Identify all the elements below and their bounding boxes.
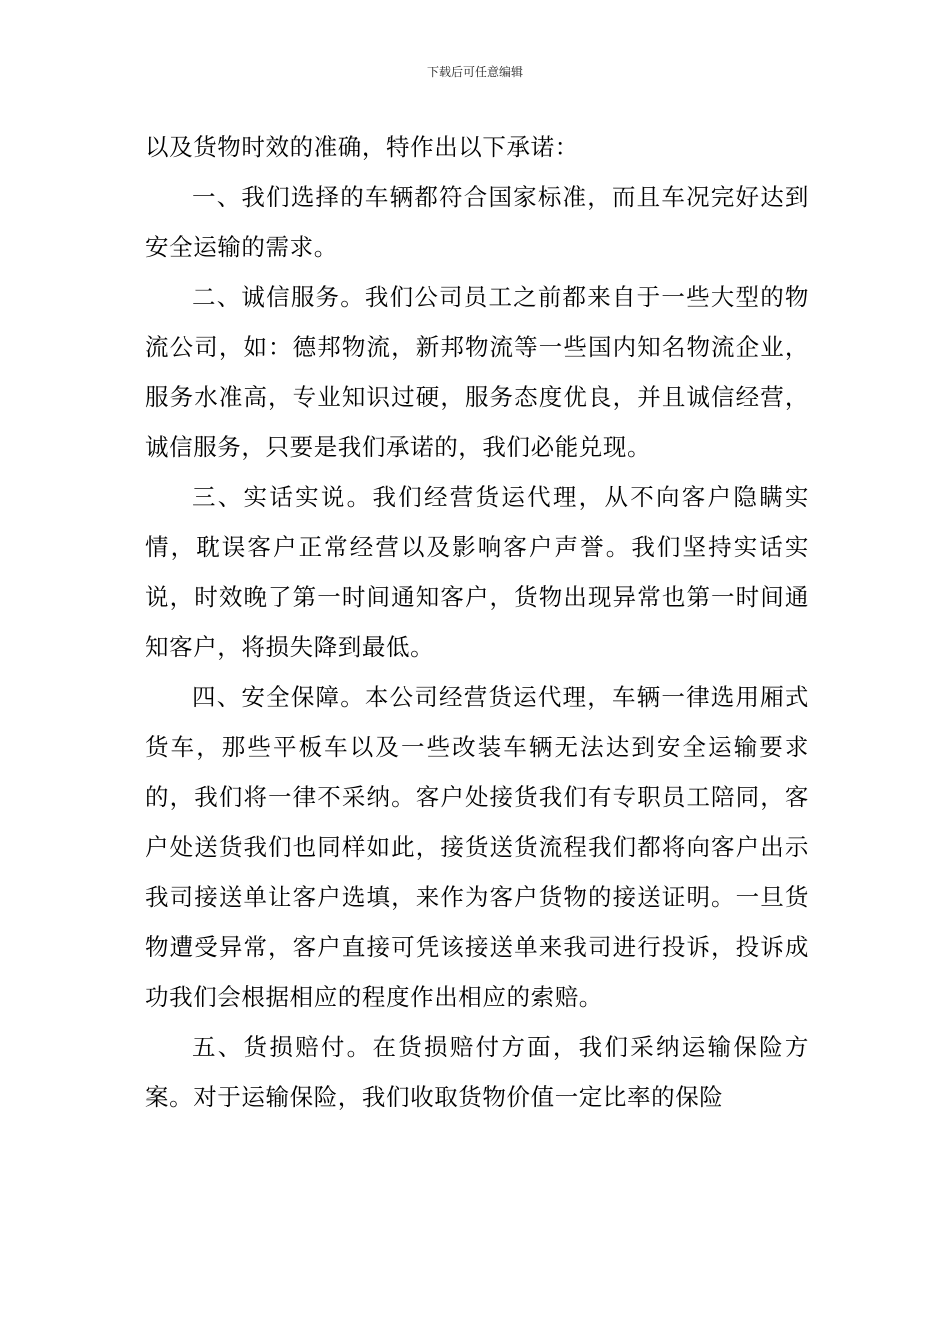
header-note: 下载后可任意编辑 xyxy=(426,65,523,79)
paragraph-intro-continuation: 以及货物时效的准确，特作出以下承诺： xyxy=(145,133,579,161)
paragraph-damage-compensation: 五、货损赔付。在货损赔付方面，我们采纳运输保险方案。对于运输保险，我们收取货物价值一定比率的保险 xyxy=(145,1033,809,1111)
paragraph-vehicles: 一、我们选择的车辆都符合国家标准，而且车况完好达到安全运输的需求。 xyxy=(145,183,809,261)
paragraph-truthfulness: 三、实话实说。我们经营货运代理，从不向客户隐瞒实情，耽误客户正常经营以及影响客户声誉。我们坚持实话实说，时效晚了第一时间通知客户，货物出现异常也第一时间通知客户，将损失降到最低。 xyxy=(145,483,809,661)
document-body xyxy=(145,122,809,1122)
paragraph-safety: 四、安全保障。本公司经营货运代理，车辆一律选用厢式货车，那些平板车以及一些改装车辆无法达到安全运输要求的，我们将一律不采纳。客户处接货我们有专职员工陪同，客户处送货我们也同样如此，接货送货流程我们都将向客户出示我司接送单让客户选填，来作为客户货物的接送证明。一旦货物遭受异常，客户直接可凭该接送单来我司进行投诉，投诉成功我们会根据相应的程度作出相应的索赔。 xyxy=(145,683,809,1011)
paragraph-honest-service: 二、诚信服务。我们公司员工之前都来自于一些大型的物流公司，如：德邦物流，新邦物流等一些国内知名物流企业，服务水准高，专业知识过硬，服务态度优良，并且诚信经营，诚信服务，只要是我们承诺的，我们必能兑现。 xyxy=(145,283,809,461)
